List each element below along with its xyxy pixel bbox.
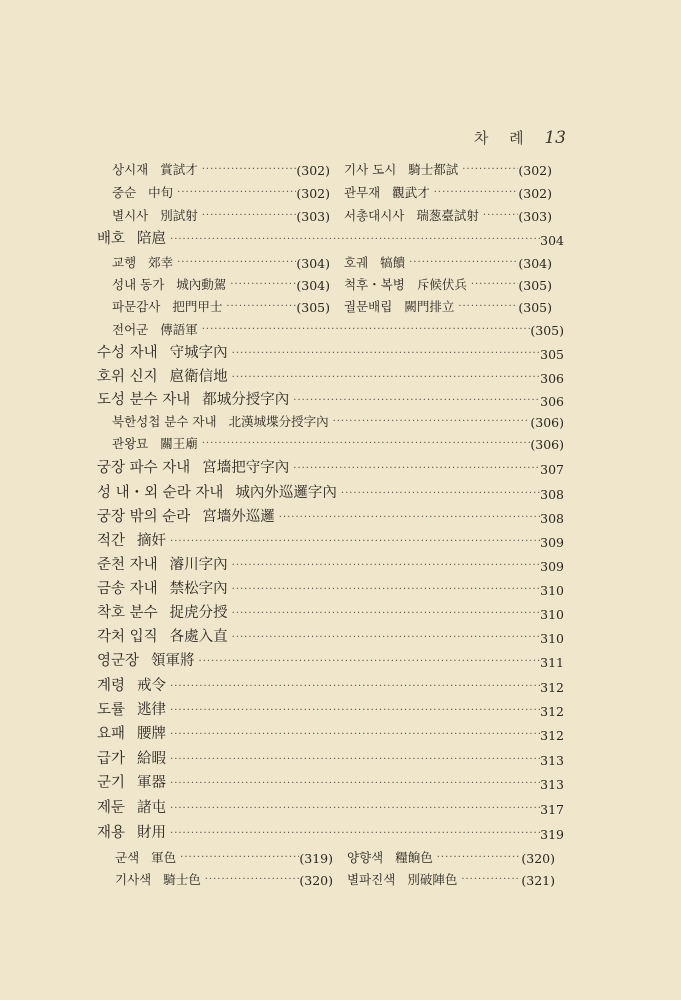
entry-page: 310 — [540, 583, 564, 598]
entry-korean: 적간 — [97, 533, 126, 549]
leader-dots — [232, 609, 541, 622]
toc-main-entry — [97, 228, 564, 248]
toc-main-entry — [97, 602, 564, 622]
entry-korean: 전어군 — [112, 322, 149, 337]
leader-dots — [434, 188, 519, 201]
toc-main-entry — [97, 772, 564, 792]
header-page-number: 13 — [544, 128, 566, 148]
leader-dots — [170, 755, 540, 768]
entry-page: 313 — [540, 777, 564, 792]
entry-page: (306) — [530, 415, 564, 430]
toc-main-entry — [97, 457, 564, 477]
entry-hanja: 財用 — [137, 825, 167, 841]
leader-dots — [293, 464, 540, 477]
entry-page: (302) — [296, 186, 330, 201]
entry-korean: 도률 — [97, 702, 126, 718]
entry-hanja: 濬川字內 — [169, 557, 228, 573]
toc-main-entry — [97, 366, 564, 386]
entry-korean: 호위 신지 — [97, 369, 158, 385]
entry-korean: 도성 분수 자내 — [97, 392, 191, 408]
entry-korean: 급가 — [97, 751, 126, 767]
entry-hanja: 城內動駕 — [176, 277, 227, 292]
entry-hanja: 關王廟 — [160, 436, 198, 451]
toc-main-entry — [97, 723, 564, 743]
leader-dots — [170, 682, 540, 695]
entry-hanja: 逃律 — [137, 702, 167, 718]
entry-korean: 교행 — [112, 255, 137, 270]
entry-korean: 척후・복병 — [344, 277, 405, 292]
entry-korean: 관왕묘 — [112, 436, 149, 451]
entry-hanja: 傳語軍 — [160, 322, 198, 337]
entry-page: (304) — [296, 278, 330, 293]
toc-main-entry — [97, 675, 564, 695]
entry-korean: 수성 자내 — [97, 345, 158, 361]
entry-hanja: 領軍將 — [151, 653, 195, 669]
entry-hanja: 守城字內 — [169, 345, 228, 361]
leader-dots — [232, 373, 541, 386]
leader-dots — [170, 779, 540, 792]
entry-page: (302) — [518, 163, 552, 178]
leader-dots — [437, 853, 522, 866]
toc-main-entry — [97, 482, 564, 502]
header-title: 차 례 — [473, 129, 532, 147]
entry-page: 312 — [540, 680, 564, 695]
toc-pair-row — [115, 846, 555, 866]
leader-dots — [170, 804, 540, 817]
leader-dots — [232, 633, 541, 646]
toc-main-entry — [97, 626, 564, 646]
toc-pair-row — [112, 181, 552, 201]
entry-korean: 요패 — [97, 726, 126, 742]
entry-hanja: 都城分授字內 — [202, 392, 290, 408]
entry-korean: 양향색 — [347, 850, 384, 865]
entry-hanja: 腰牌 — [137, 726, 167, 742]
entry-page: (305) — [518, 300, 552, 315]
entry-page: (303) — [518, 209, 552, 224]
toc-main-entry — [97, 530, 564, 550]
entry-hanja: 各處入直 — [169, 629, 228, 645]
toc-main-entry — [97, 797, 564, 817]
entry-page: (302) — [518, 186, 552, 201]
entry-korean: 성 내・외 순라 자내 — [97, 485, 224, 501]
entry-hanja: 瑞葱臺試射 — [416, 208, 479, 223]
leader-dots — [177, 258, 296, 271]
entry-korean: 파문감사 — [112, 299, 161, 314]
entry-korean: 궁장 밖의 순라 — [97, 509, 191, 525]
entry-korean: 기사색 — [115, 872, 152, 887]
entry-page: 310 — [540, 631, 564, 646]
leader-dots — [170, 829, 540, 842]
entry-page: (320) — [521, 851, 555, 866]
entry-page: 305 — [540, 347, 564, 362]
leader-dots — [170, 730, 540, 743]
leader-dots — [279, 513, 540, 526]
toc-main-entry — [97, 578, 564, 598]
entry-hanja: 郊幸 — [148, 255, 174, 270]
leader-dots — [341, 489, 540, 502]
entry-hanja: 糧餉色 — [395, 850, 433, 865]
entry-page: (305) — [296, 300, 330, 315]
leader-dots — [199, 657, 541, 670]
entry-korean: 재용 — [97, 825, 126, 841]
entry-korean: 제둔 — [97, 800, 126, 816]
leader-dots — [461, 875, 521, 888]
entry-korean: 호궤 — [344, 255, 369, 270]
entry-korean: 착호 분수 — [97, 605, 158, 621]
entry-page: 308 — [540, 511, 564, 526]
entry-hanja: 北漢城堞分授字內 — [228, 414, 329, 429]
toc-pair-row — [112, 251, 552, 271]
leader-dots — [409, 258, 518, 271]
entry-korean: 관무재 — [344, 185, 381, 200]
entry-hanja: 軍色 — [151, 850, 177, 865]
entry-hanja: 摘奸 — [137, 533, 167, 549]
entry-page: 309 — [540, 559, 564, 574]
entry-hanja: 軍器 — [137, 775, 167, 791]
entry-hanja: 中旬 — [148, 185, 174, 200]
toc-sub-entry — [112, 410, 564, 430]
entry-korean: 영군장 — [97, 653, 140, 669]
toc-pair-row — [115, 868, 555, 888]
toc-main-entry — [97, 506, 564, 526]
leader-dots — [170, 537, 540, 550]
entry-page: (304) — [296, 256, 330, 271]
entry-hanja: 把門甲士 — [172, 299, 223, 314]
leader-dots — [226, 302, 296, 315]
leader-dots — [202, 439, 531, 452]
entry-hanja: 禁松字內 — [169, 581, 228, 597]
leader-dots — [483, 211, 518, 224]
entry-korean: 상시재 — [112, 162, 149, 177]
entry-page: (319) — [299, 851, 333, 866]
entry-korean: 별파진색 — [347, 872, 396, 887]
entry-page: (305) — [530, 323, 564, 338]
leader-dots — [177, 188, 296, 201]
entry-hanja: 戒令 — [137, 678, 167, 694]
entry-korean: 계령 — [97, 678, 126, 694]
entry-page: 312 — [540, 728, 564, 743]
leader-dots — [471, 280, 519, 293]
entry-hanja: 斥候伏兵 — [416, 277, 467, 292]
entry-korean: 성내 동가 — [112, 277, 165, 292]
leader-dots — [232, 561, 541, 574]
toc-main-entry — [97, 650, 564, 670]
toc-main-entry — [97, 748, 564, 768]
entry-hanja: 宮墻外巡邏 — [202, 509, 275, 525]
leader-dots — [333, 417, 531, 430]
leader-dots — [202, 325, 531, 338]
entry-page: (302) — [296, 163, 330, 178]
entry-hanja: 捉虎分授 — [169, 605, 228, 621]
entry-hanja: 犒饋 — [380, 255, 406, 270]
entry-page: 311 — [540, 655, 564, 670]
entry-korean: 각처 입직 — [97, 629, 158, 645]
entry-page: 307 — [540, 462, 564, 477]
entry-page: (303) — [296, 209, 330, 224]
entry-hanja: 闕門排立 — [404, 299, 455, 314]
toc-main-entry — [97, 342, 564, 362]
toc-pair-row — [112, 204, 552, 224]
entry-page: 319 — [540, 827, 564, 842]
entry-korean: 배호 — [97, 231, 126, 247]
toc-sub-entry — [112, 318, 564, 338]
entry-page: 317 — [540, 802, 564, 817]
leader-dots — [202, 165, 297, 178]
entry-hanja: 城內外巡邏字內 — [235, 485, 337, 501]
toc-main-entry — [97, 554, 564, 574]
leader-dots — [170, 706, 540, 719]
entry-hanja: 觀武才 — [392, 185, 430, 200]
entry-korean: 준천 자내 — [97, 557, 158, 573]
leader-dots — [170, 235, 540, 248]
entry-korean: 금송 자내 — [97, 581, 158, 597]
toc-sub-entry — [112, 432, 564, 452]
entry-hanja: 賞試才 — [160, 162, 198, 177]
entry-hanja: 騎士都試 — [408, 162, 459, 177]
toc-pair-row — [112, 158, 552, 178]
entry-hanja: 宮墻把守字內 — [202, 460, 290, 476]
entry-page: (306) — [530, 437, 564, 452]
leader-dots — [232, 585, 541, 598]
entry-korean: 궁장 파수 자내 — [97, 460, 191, 476]
entry-hanja: 陪扈 — [137, 231, 167, 247]
entry-korean: 별시사 — [112, 208, 149, 223]
leader-dots — [293, 396, 540, 409]
entry-page: (305) — [518, 278, 552, 293]
toc-main-entry — [97, 389, 564, 409]
leader-dots — [232, 349, 541, 362]
entry-page: 313 — [540, 753, 564, 768]
entry-korean: 군기 — [97, 775, 126, 791]
toc-main-entry — [97, 699, 564, 719]
toc-pair-row — [112, 273, 552, 293]
running-header — [474, 127, 566, 148]
entry-hanja: 騎士色 — [163, 872, 201, 887]
entry-hanja: 別破陣色 — [407, 872, 458, 887]
entry-korean: 중순 — [112, 185, 137, 200]
leader-dots — [202, 211, 297, 224]
entry-page: 308 — [540, 487, 564, 502]
entry-page: 304 — [540, 233, 564, 248]
entry-hanja: 諸屯 — [137, 800, 167, 816]
entry-page: 306 — [540, 394, 564, 409]
entry-korean: 기사 도시 — [344, 162, 397, 177]
entry-page: 309 — [540, 535, 564, 550]
entry-hanja: 給暇 — [137, 751, 167, 767]
leader-dots — [205, 875, 300, 888]
leader-dots — [180, 853, 299, 866]
leader-dots — [462, 165, 518, 178]
leader-dots — [458, 302, 518, 315]
entry-page: 312 — [540, 704, 564, 719]
leader-dots — [230, 280, 296, 293]
entry-korean: 궐문배립 — [344, 299, 393, 314]
entry-page: 310 — [540, 607, 564, 622]
entry-hanja: 扈衛信地 — [169, 369, 228, 385]
toc-pair-row — [112, 295, 552, 315]
entry-korean: 군색 — [115, 850, 140, 865]
entry-korean: 서총대시사 — [344, 208, 405, 223]
entry-page: (320) — [299, 873, 333, 888]
toc-main-entry — [97, 822, 564, 842]
entry-page: (304) — [518, 256, 552, 271]
entry-page: 306 — [540, 371, 564, 386]
entry-page: (321) — [521, 873, 555, 888]
entry-korean: 북한성첩 분수 자내 — [112, 414, 217, 429]
entry-hanja: 別試射 — [160, 208, 198, 223]
